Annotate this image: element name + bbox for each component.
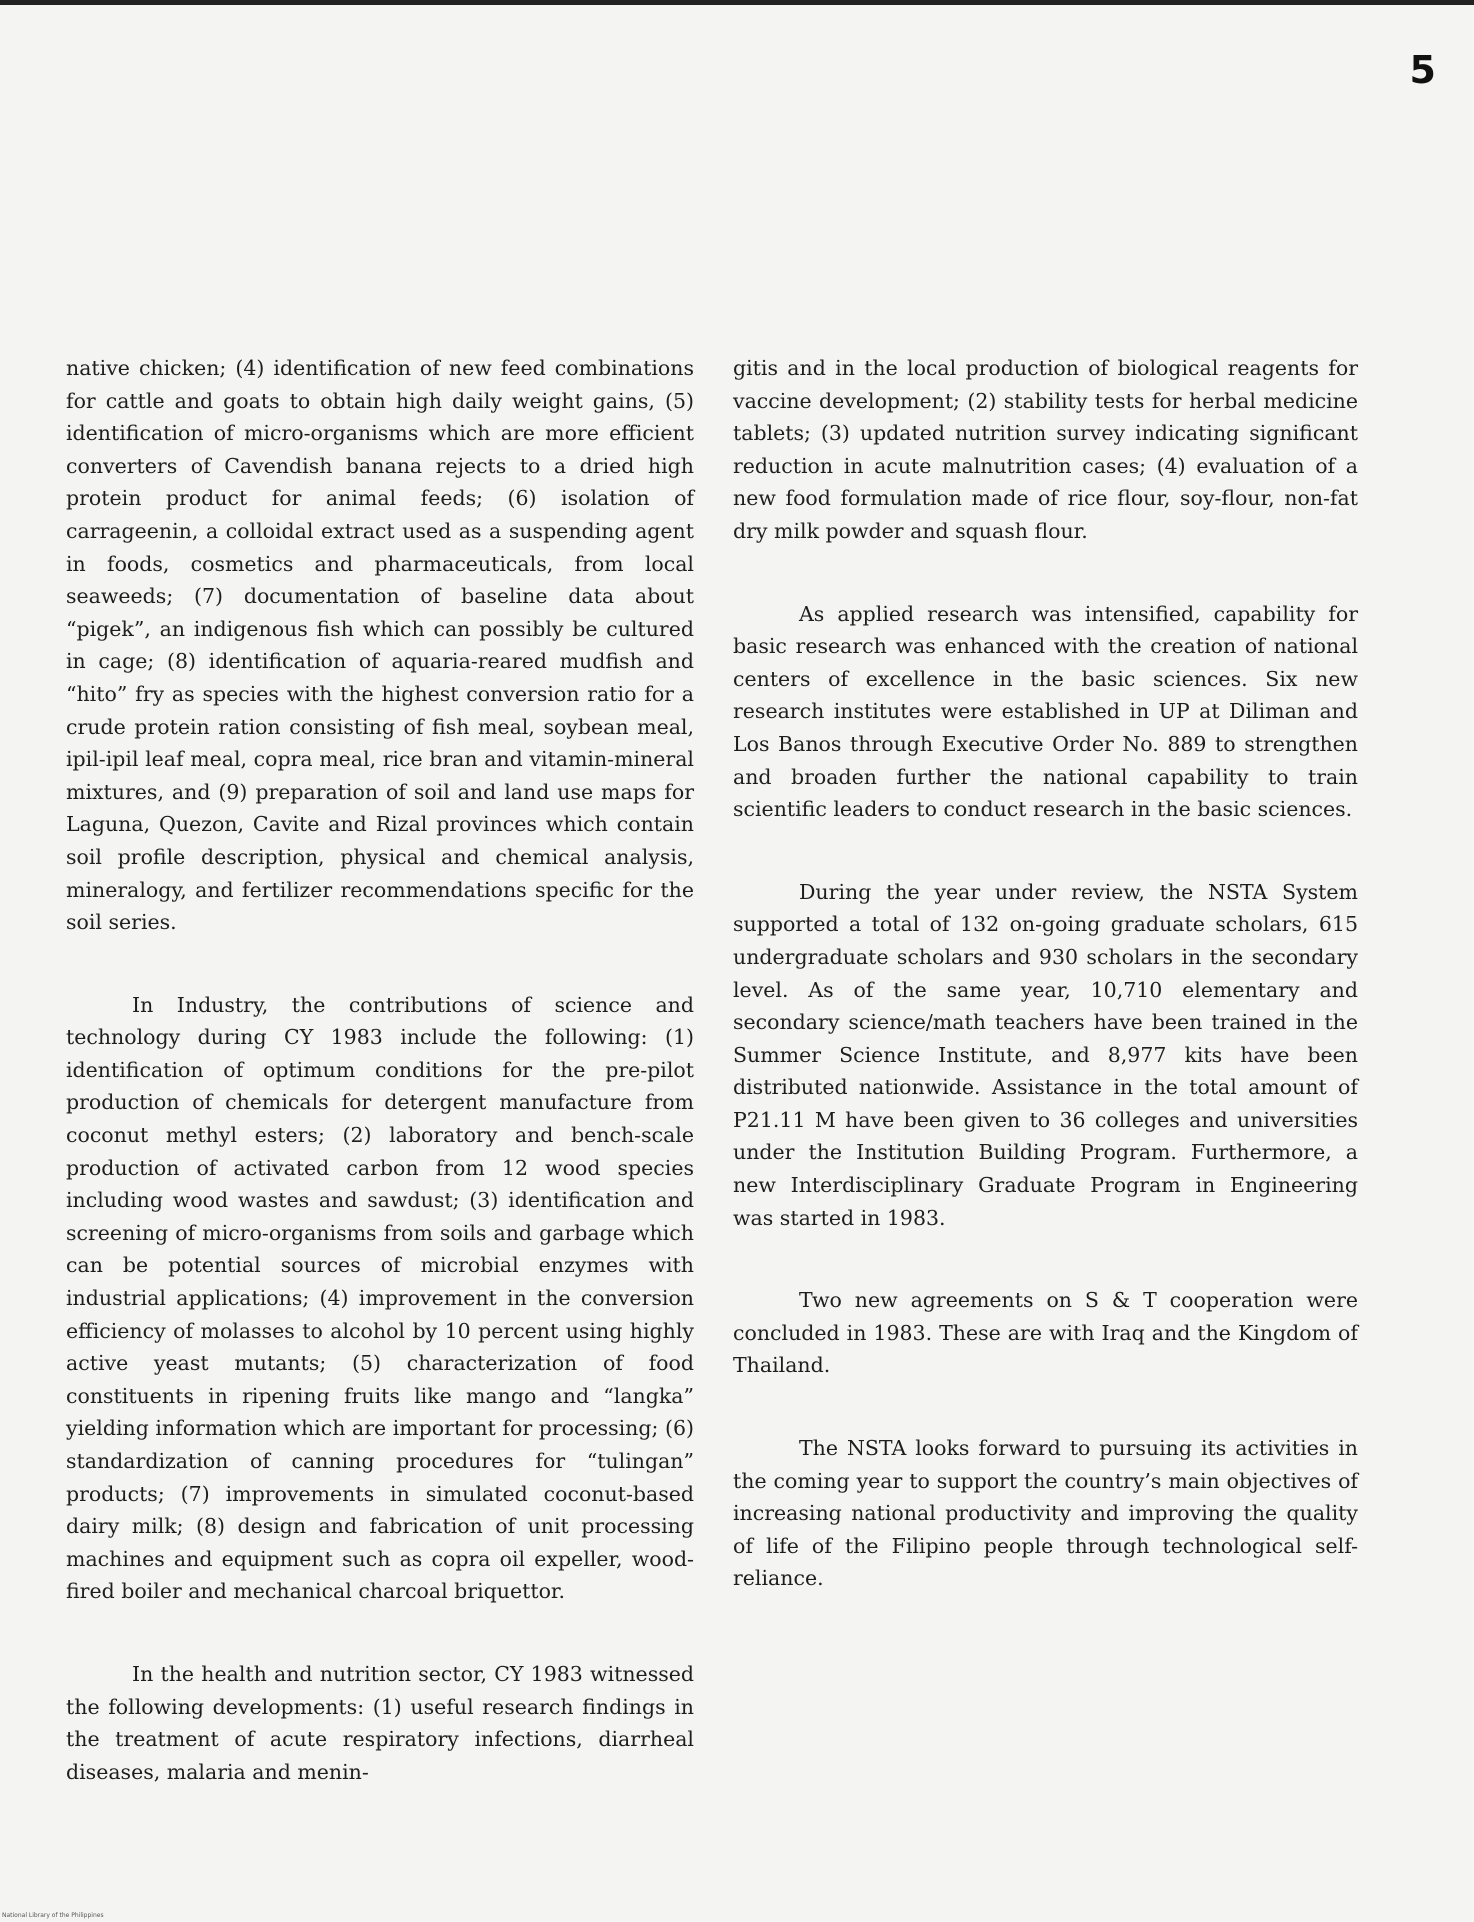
top-rule [0,0,1474,5]
paragraph-basic-research: As applied research was intensified, capability for basic research was enhanced with the creation of national centers of excellence in the basic sciences. Six new research institutes were established in UP at Diliman and Los Banos through Executive Order No. 889 to strengthen and broaden further the national capability to train scientific leaders to conduct research in the basic sciences. [733,601,1358,822]
paragraph-agriculture-continued: native chicken; (4) identification of new feed combinations for cattle and goats to obtain high daily weight gains, (5) identification of micro-organisms which are more efficient converters of Cavendish banana rejects to a dried high protein product for animal feeds; (6) isolation of carrageenin, a colloidal extract used as a suspending agent in foods, cosmetics and pharmaceuticals, from local seaweeds; (7) documentation of baseline data about “pigek”, an indigenous fish which can possibly be cultured in cage; (8) identification of aquaria-reared mudfish and “hito” fry as species with the highest conversion ratio for a crude protein ration consisting of fish meal, soybean meal, ipil-ipil leaf meal, copra meal, rice bran and vitamin-mineral mixtures, and (9) preparation of soil and land use maps for Laguna, Quezon, Cavite and Rizal provinces which contain soil profile description, physical and chemical analysis, mineralogy, and fertilizer recommendations specific for the soil series. [66,356,694,935]
paragraph-scholars: During the year under review, the NSTA System supported a total of 132 on-going graduate scholars, 615 undergraduate scholars and 930 scholars in the secondary level. As of the same year, 10,710 elementary and secondary science/math teachers have been trained in the Summer Science Institute, and 8,977 kits have been distributed nationwide. Assistance in the total amount of P21.11 M have been given to 36 colleges and universities under the Institution Building Program. Furthermore, a new Interdisciplinary Graduate Program in Engineering was started in 1983. [733,879,1358,1230]
paragraph-agreements: Two new agreements on S & T cooperation were concluded in 1983. These are with Iraq and the Kingdom of Thailand. [733,1288,1358,1378]
right-column [733,352,1358,1645]
paragraph-health-nutrition: In the health and nutrition sector, CY 1983 witnessed the following developments: (1) useful research findings in the treatment of acute respiratory infections, diarrheal diseases, malaria and menin- [66,1661,694,1784]
page-number: 5 [1409,48,1436,92]
paragraph-outlook: The NSTA looks forward to pursuing its activities in the coming year to support the country’s main objectives of increasing national productivity and improving the quality of life of the Filipino people through technological self-reliance. [733,1436,1358,1591]
paragraph-industry: In Industry, the contributions of science and technology during CY 1983 include the following: (1) identification of optimum conditions for the pre-pilot production of chemicals for detergent manufacture from coconut methyl esters; (2) laboratory and bench-scale production of activated carbon from 12 wood species including wood wastes and sawdust; (3) identification and screening of micro-organisms from soils and garbage which can be potential sources of microbial enzymes with industrial applications; (4) improvement in the conversion efficiency of molasses to alcohol by 10 percent using highly active yeast mutants; (5) characterization of food constituents in ripening fruits like mango and “langka” yielding information which are important for processing; (6) standardization of canning procedures for “tulingan” products; (7) improvements in simulated coconut-based dairy milk; (8) design and fabrication of unit processing machines and equipment such as copra oil expeller, wood-fired boiler and mechanical charcoal briquettor. [66,992,694,1604]
paragraph-health-continued: gitis and in the local production of biological reagents for vaccine development; (2) stability tests for herbal medicine tablets; (3) updated nutrition survey indicating significant reduction in acute malnutrition cases; (4) evaluation of a new food formulation made of rice flour, soy-flour, non-fat dry milk powder and squash flour. [733,356,1358,543]
left-column [66,352,694,1838]
footer-note: National Library of the Philippines [2,1912,104,1919]
